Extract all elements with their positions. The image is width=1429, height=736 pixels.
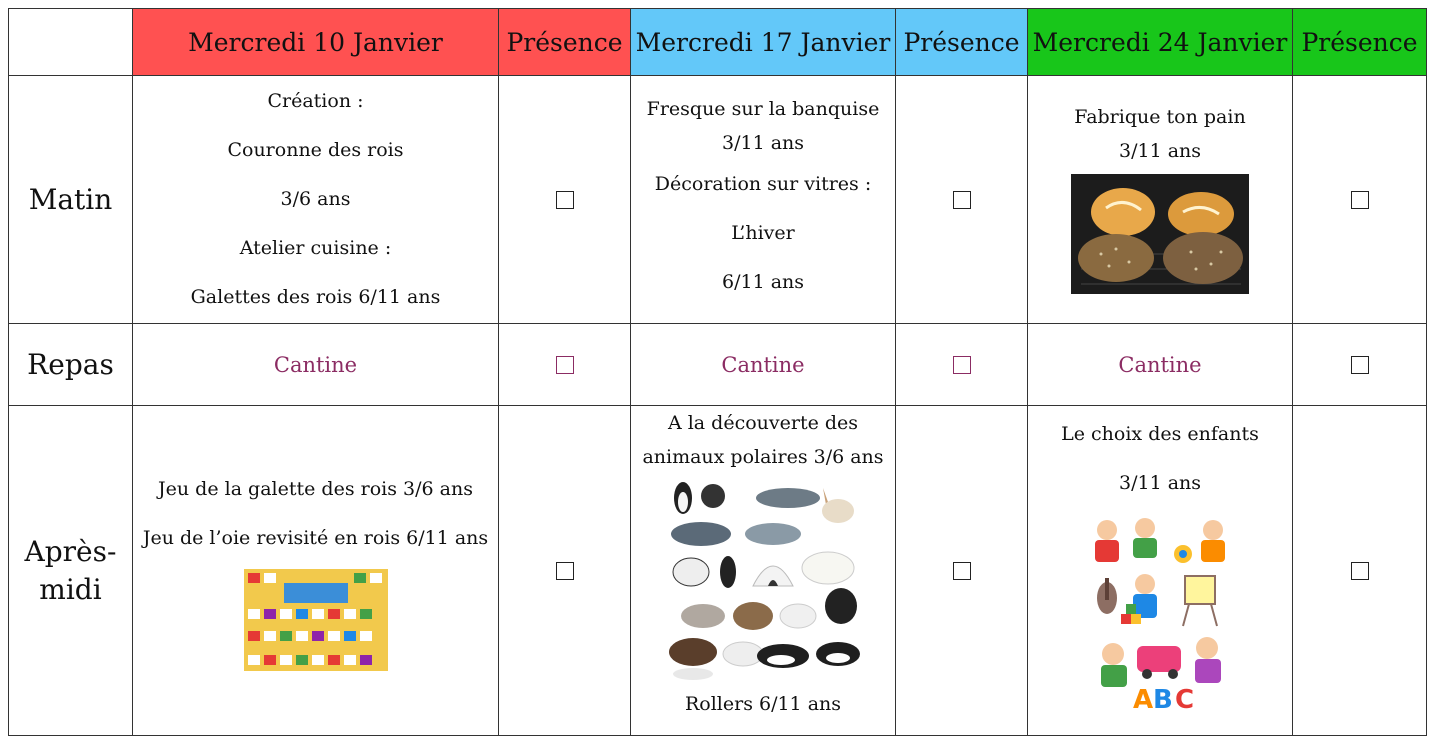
presence-checkbox[interactable]	[1351, 191, 1369, 209]
presence-checkbox[interactable]	[556, 191, 574, 209]
apres-midi-label-line2: midi	[39, 572, 102, 606]
activity-text: 3/6 ans	[280, 188, 351, 210]
activity-text: Atelier cuisine :	[239, 237, 392, 259]
matin-day1-activities	[133, 76, 499, 324]
repas-day1-cantine: Cantine	[133, 324, 499, 406]
day1-header: Mercredi 10 Janvier	[133, 9, 499, 76]
repas-label: Repas	[9, 324, 133, 406]
matin-day2-presence[interactable]	[896, 76, 1028, 324]
activity-text: 3/11 ans	[1118, 472, 1202, 494]
repas-day2-cantine: Cantine	[631, 324, 896, 406]
activity-text: Jeu de l’oie revisité en rois 6/11 ans	[142, 526, 489, 549]
svg-text:B: B	[1153, 685, 1173, 714]
header-row	[9, 9, 1427, 76]
polar-animals-icon	[663, 476, 863, 682]
presence-checkbox[interactable]	[556, 356, 574, 374]
day2-header: Mercredi 17 Janvier	[631, 9, 896, 76]
matin-day3-activities	[1028, 76, 1293, 324]
presence-checkbox[interactable]	[1351, 356, 1369, 374]
repas-day1-presence[interactable]	[499, 324, 631, 406]
activity-text: Galettes des rois 6/11 ans	[190, 286, 441, 308]
presence-checkbox[interactable]	[953, 562, 971, 580]
empty-corner-cell	[9, 9, 133, 76]
activity-text: Création :	[267, 90, 364, 112]
children-activities-icon	[1085, 514, 1235, 714]
activity-text: Fabrique ton pain	[1074, 105, 1246, 128]
matin-label: Matin	[9, 76, 133, 324]
repas-day3-presence[interactable]	[1293, 324, 1427, 406]
apres-midi-row	[9, 406, 1427, 736]
activity-text: Fresque sur la banquise	[646, 98, 880, 120]
matin-day1-presence[interactable]	[499, 76, 631, 324]
matin-day3-presence[interactable]	[1293, 76, 1427, 324]
activity-text: 3/11 ans	[1118, 139, 1202, 162]
matin-day2-activities	[631, 76, 896, 324]
activity-text: L’hiver	[731, 222, 795, 244]
activity-text: Couronne des rois	[227, 139, 404, 161]
activity-text: Jeu de la galette des rois 3/6 ans	[158, 477, 473, 500]
apres-midi-day2-presence[interactable]	[896, 406, 1028, 736]
repas-day2-presence[interactable]	[896, 324, 1028, 406]
presence-checkbox[interactable]	[953, 356, 971, 374]
activity-text: Le choix des enfants	[1061, 423, 1259, 445]
day1-presence-header: Présence	[499, 9, 631, 76]
presence-checkbox[interactable]	[1351, 562, 1369, 580]
apres-midi-day3-presence[interactable]	[1293, 406, 1427, 736]
apres-midi-day2-activities	[631, 406, 896, 736]
presence-checkbox[interactable]	[556, 562, 574, 580]
activity-text: Décoration sur vitres :	[654, 173, 872, 195]
day2-presence-header: Présence	[896, 9, 1028, 76]
activity-schedule-table	[8, 8, 1427, 736]
day3-header: Mercredi 24 Janvier	[1028, 9, 1293, 76]
apres-midi-label	[9, 406, 133, 736]
apres-midi-day1-presence[interactable]	[499, 406, 631, 736]
presence-checkbox[interactable]	[953, 191, 971, 209]
activity-text: 3/11 ans	[721, 132, 805, 154]
day3-presence-header: Présence	[1293, 9, 1427, 76]
apres-midi-day1-activities	[133, 406, 499, 736]
board-game-icon	[244, 569, 388, 671]
svg-text:C: C	[1175, 685, 1195, 714]
repas-day3-cantine: Cantine	[1028, 324, 1293, 406]
activity-text: animaux polaires 3/6 ans	[642, 446, 884, 468]
activity-text: 6/11 ans	[721, 271, 805, 293]
bread-photo-icon	[1071, 174, 1249, 294]
apres-midi-label-line1: Après-	[24, 534, 117, 568]
matin-row	[9, 76, 1427, 324]
repas-row	[9, 324, 1427, 406]
activity-text: A la découverte des	[667, 412, 859, 434]
svg-text:A: A	[1133, 685, 1154, 714]
activity-text: Rollers 6/11 ans	[684, 693, 842, 715]
apres-midi-day3-activities	[1028, 406, 1293, 736]
